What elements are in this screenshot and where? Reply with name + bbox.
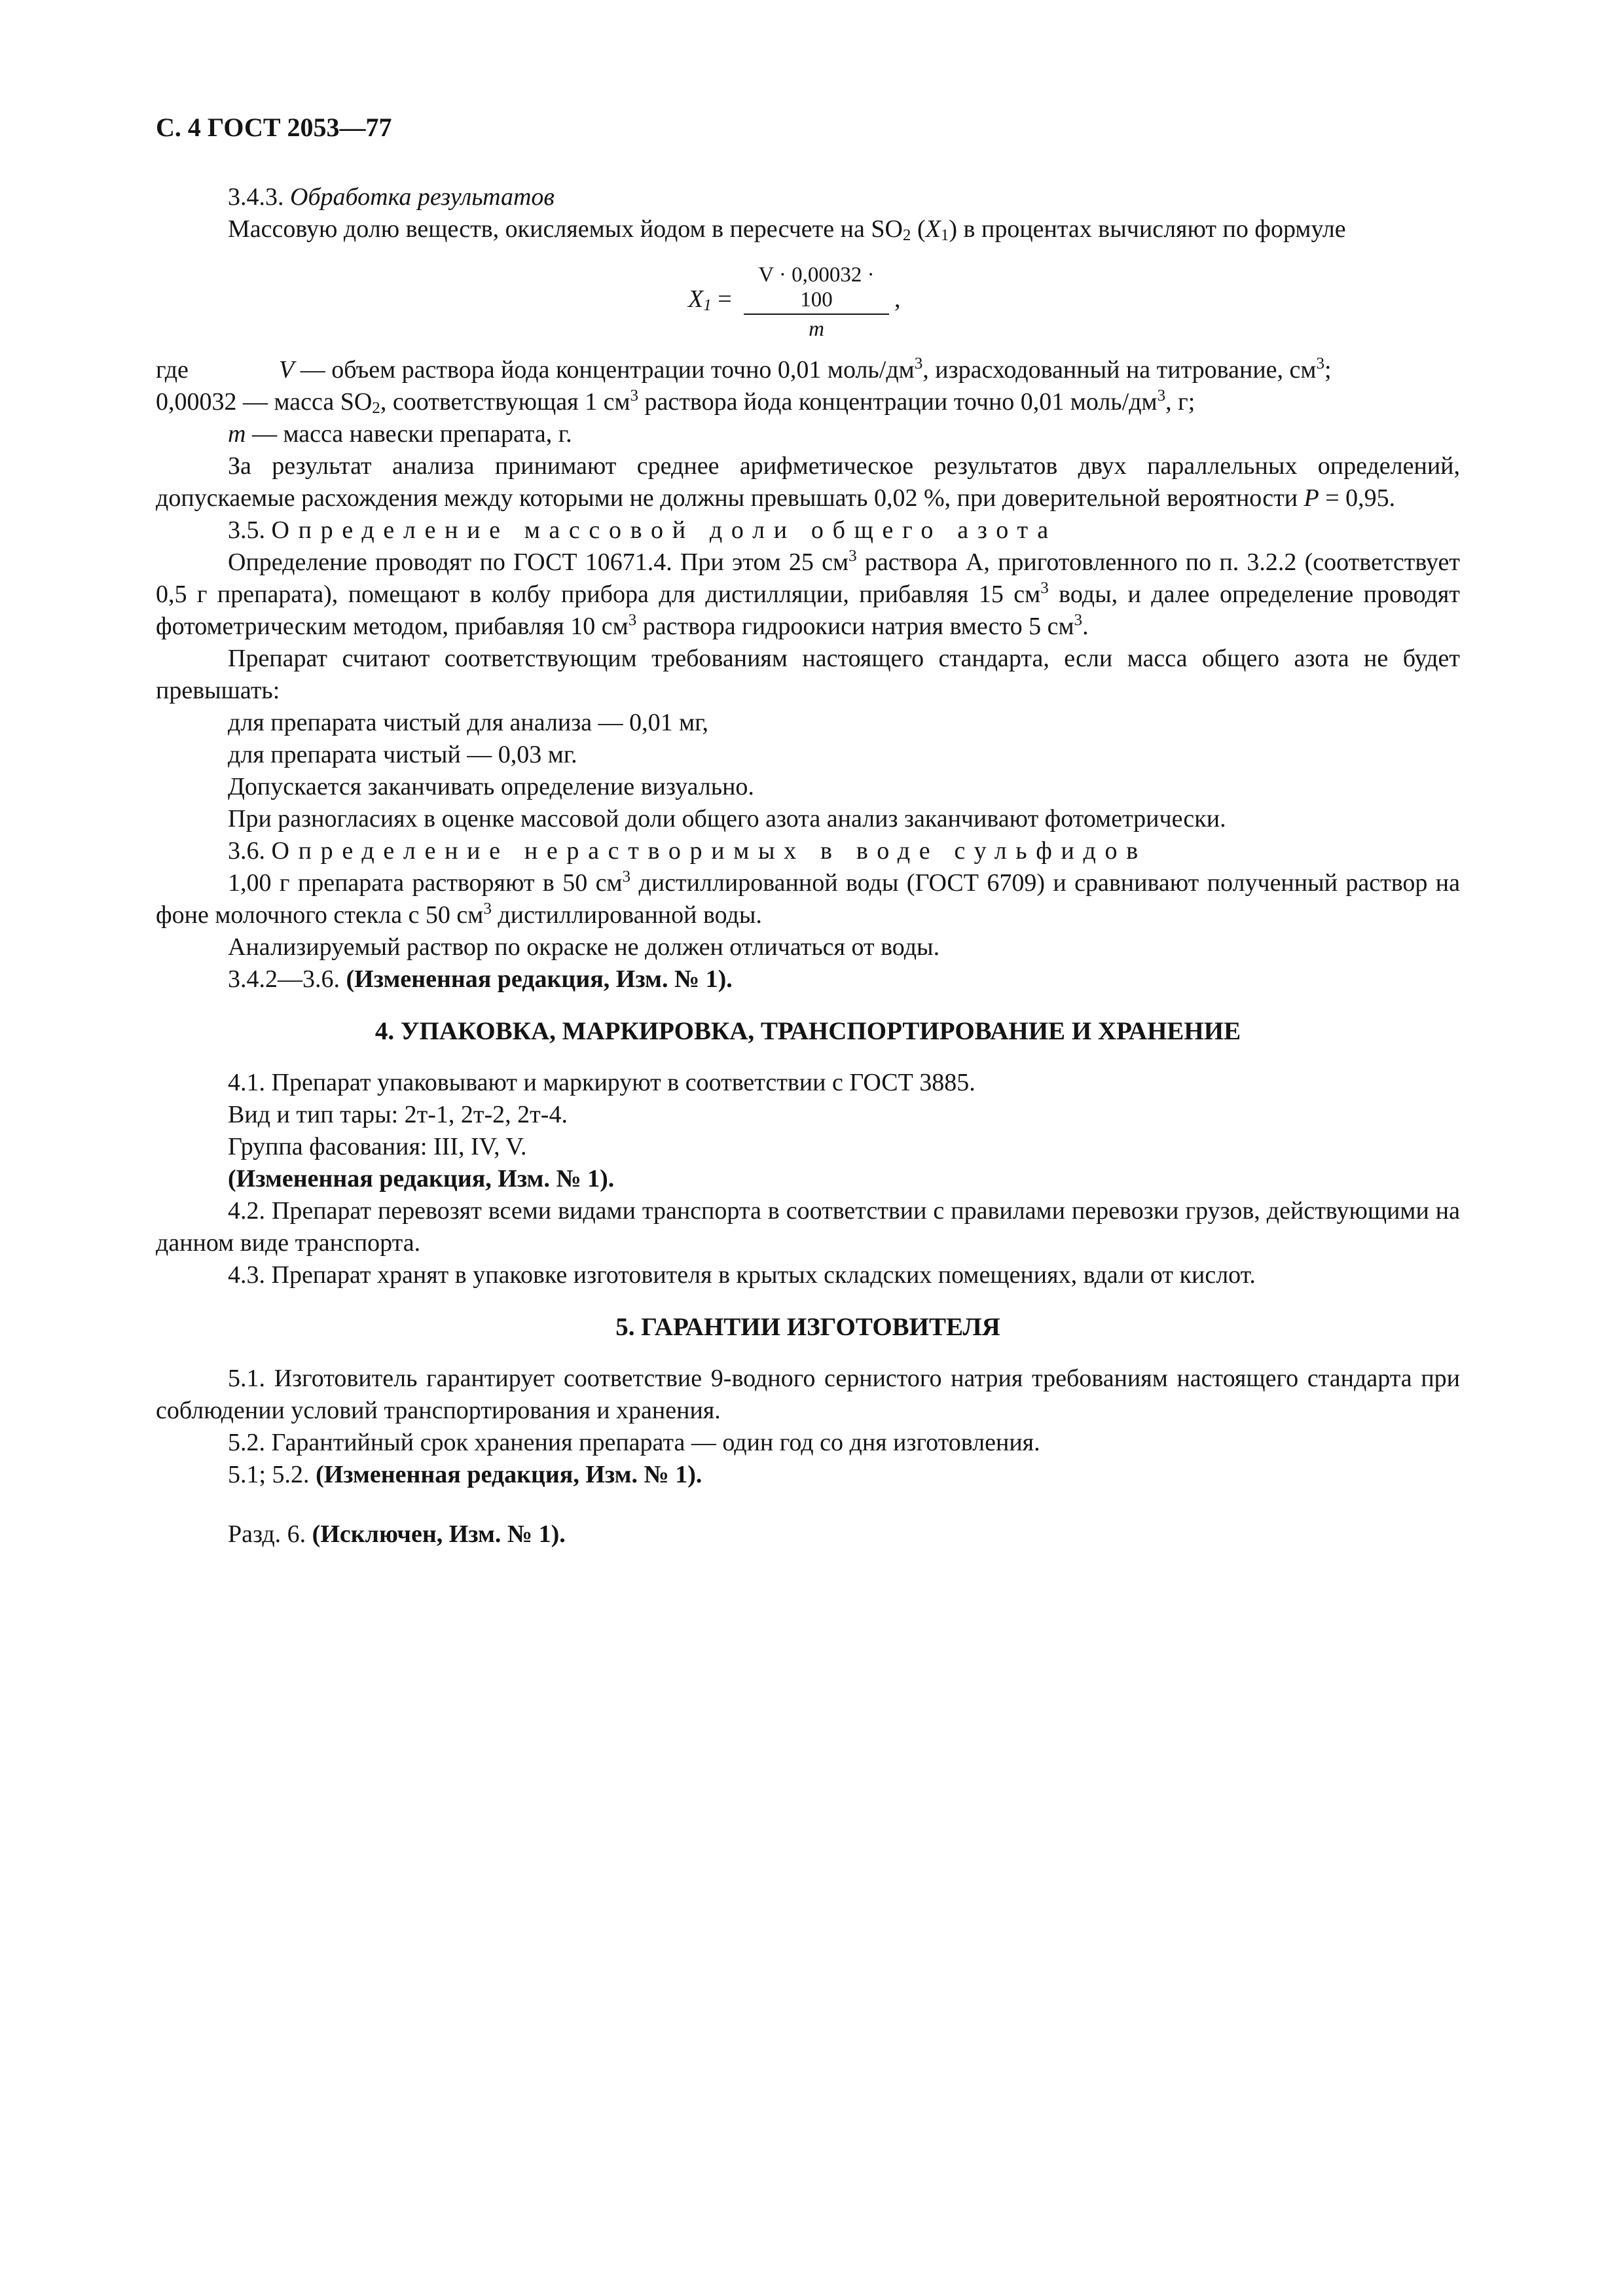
paragraph-3-5-requirement: Препарат считают соответствующим требованиям настоящего стандарта, если масса общего азота не будет превышать:: [156, 645, 1460, 704]
formula-numerator: V · 0,00032 · 100: [744, 262, 889, 315]
variable-definition-v: где V — объем раствора йода концентрации точно 0,01 моль/$дм^3$, израсходованный на титрование, $см^3$;: [156, 355, 1332, 384]
amendment-note-5: 5.1; 5.2. (Измененная редакция, Изм. № 1).: [228, 1461, 702, 1488]
amendment-note-4-1: (Измененная редакция, Изм. № 1).: [228, 1165, 615, 1193]
amendment-note-3-4-2: 3.4.2—3.6. (Измененная редакция, Изм. № 1).: [228, 965, 733, 993]
formula-x1: $X_1$ = $\frac{V \cdot 0,00032 \cdot 100}{m}$ ,: [156, 249, 1460, 348]
result-paragraph: За результат анализа принимают среднее арифметическое результатов двух параллельных определений, допускаемые расхождения между которыми не должны превышать 0,02 %, при доверительной вероятности P = 0,95.: [156, 452, 1460, 512]
section-6-excluded-note: Разд. 6. (Исключен, Изм. № 1).: [228, 1520, 566, 1548]
paragraph-5-2: 5.2. Гарантийный срок хранения препарата — один год со дня изготовления.: [228, 1429, 1040, 1456]
paragraph-4-1: 4.1. Препарат упаковывают и маркируют в соответствии с ГОСТ 3885.: [228, 1069, 976, 1096]
paragraph-4-2: 4.2. Препарат перевозят всеми видами транспорта в соответствии с правилами перевозки грузов, действующими на данном виде транспорта.: [156, 1197, 1460, 1257]
paragraph-3-5-limit-analysis: для препарата чистый для анализа — 0,01 мг,: [228, 709, 708, 736]
paragraph-4-3: 4.3. Препарат хранят в упаковке изготовителя в крытых складских помещениях, вдали от кислот.: [228, 1261, 1256, 1289]
paragraph-5-1: 5.1. Изготовитель гарантирует соответствие 9-водного сернистого натрия требованиям настоящего стандарта при соблюдении условий транспортирования и хранения.: [156, 1365, 1460, 1424]
formula-fraction: [744, 262, 889, 344]
paragraph-3-6-method: 1,00 г препарата растворяют в 50 $см^3$ дистиллированной воды (ГОСТ 6709) и сравнивают полученный раствор на фоне молочного стекла с 50 $см^3$ дистиллированной воды.: [156, 868, 1460, 929]
paragraph-3-5-method: Определение проводят по ГОСТ 10671.4. При этом 25 $см^3$ раствора А, приготовленного по п. 3.2.2 (соответствует 0,5 г препарата), помещают в колбу прибора для дистилляции, прибавляя 15 $см^3$ воды, и далее определение проводят фотометрическим методом, прибавляя 10 $см^3$ раствора гидроокиси натрия вместо 5 $см^3$.: [156, 547, 1461, 640]
document-page: [156, 111, 1460, 1551]
subsection-3-5: 3.5. Определение массовой доли общего азота: [228, 516, 1057, 544]
variable-definition-0-00032: 0,00032 — масса $SO_2$, соответствующая 1 $см^3$ раствора йода концентрации точно 0,01 моль/$дм^3$, г;: [156, 387, 1195, 418]
paragraph-3-5-visual: Допускается заканчивать определение визуально.: [228, 773, 754, 800]
paragraph-3-6-color: Анализируемый раствор по окраске не должен отличаться от воды.: [228, 933, 940, 961]
paragraph-4-1-tare: Вид и тип тары: 2т-1, 2т-2, 2т-4.: [228, 1101, 568, 1128]
formula-denominator: m: [809, 317, 824, 341]
paragraph-3-5-dispute: При разногласиях в оценке массовой доли общего азота анализ заканчивают фотометрически.: [228, 805, 1226, 833]
section-5-heading: 5. ГАРАНТИИ ИЗГОТОВИТЕЛЯ: [615, 1313, 1000, 1341]
subsection-3-4-3: 3.4.3. Обработка результатов: [228, 183, 555, 211]
formula-lhs: $X_1$ =: [688, 285, 732, 315]
page-header: С. 4 ГОСТ 2053—77: [156, 113, 392, 142]
paragraph-3-5-limit-pure: для препарата чистый — 0,03 мг.: [228, 741, 577, 768]
variable-definition-m: m — масса навески препарата, г.: [228, 420, 572, 448]
section-4-heading: 4. УПАКОВКА, МАРКИРОВКА, ТРАНСПОРТИРОВАНИЕ И ХРАНЕНИЕ: [374, 1017, 1241, 1045]
paragraph-4-1-group: Группа фасования: III, IV, V.: [228, 1133, 527, 1160]
intro-paragraph: Массовую долю веществ, окисляемых йодом в пересчете на $SO_2$ $(X_1)$ в процентах вычисляют по формуле: [228, 215, 1346, 245]
subsection-3-6: 3.6. Определение нерастворимых в воде сульфидов: [228, 837, 1147, 865]
